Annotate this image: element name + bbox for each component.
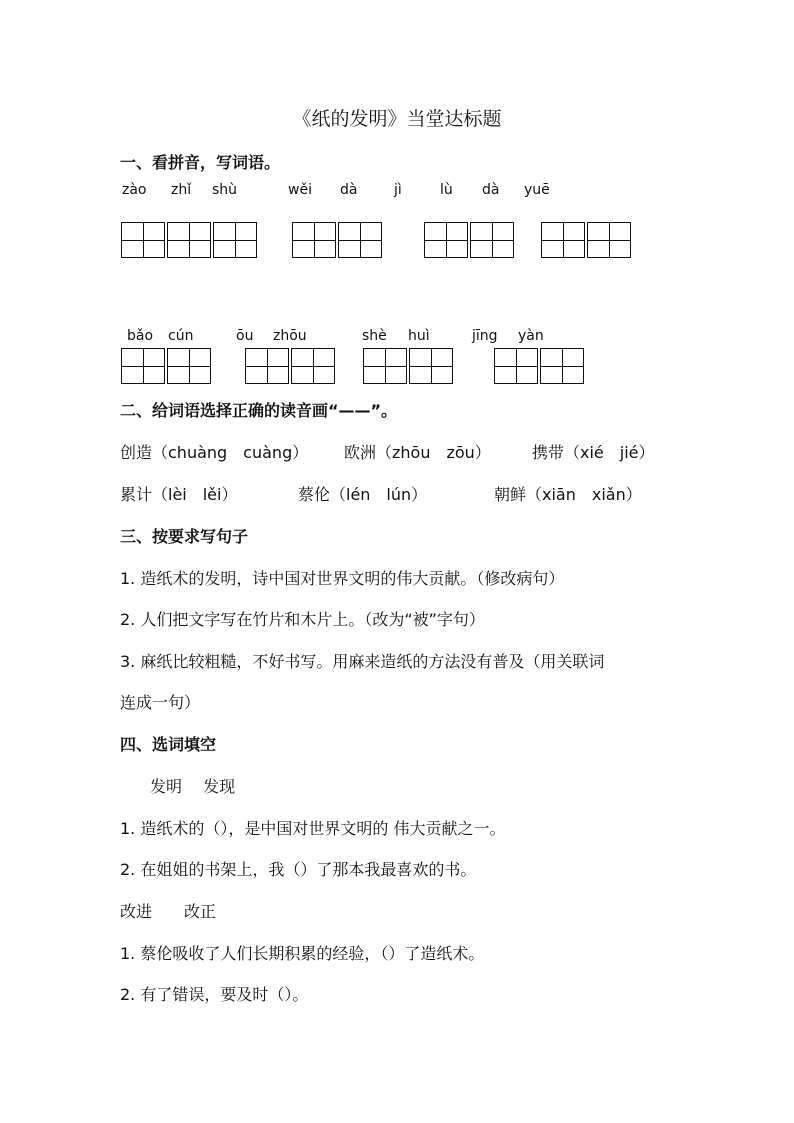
writing-grid-group [121,348,213,384]
writing-grid-group [363,348,455,384]
pinyin-label: wěi [288,182,312,198]
writing-cell[interactable] [167,222,211,258]
pronunciation-choice[interactable]: 欧洲（zhōu zōu） [344,443,491,462]
writing-cell[interactable] [494,348,538,384]
pinyin-label: yàn [518,328,544,344]
page-title: 《纸的发明》当堂达标题 [292,108,502,130]
fill-in-sentence: 1. 蔡伦吸收了人们长期积累的经验，（）了造纸术。 [120,944,485,963]
writing-cell[interactable] [587,222,631,258]
pronunciation-choice[interactable]: 创造（chuàng cuàng） [120,443,309,462]
writing-cell[interactable] [424,222,468,258]
question-line: 1. 造纸术的发明，诗中国对世界文明的伟大贡献。（修改病句） [120,569,565,588]
writing-grid-group [424,222,516,258]
writing-grid-group [541,222,633,258]
pinyin-label: jì [394,182,402,198]
writing-cell[interactable] [540,348,584,384]
pinyin-label: dà [340,182,358,198]
pronunciation-choice[interactable]: 累计（lèi lěi） [120,485,238,504]
writing-cell[interactable] [338,222,382,258]
word-choices: 发明 发现 [150,777,236,796]
pinyin-label: zhǐ [171,182,192,198]
pinyin-label: shè [362,328,387,344]
writing-cell[interactable] [541,222,585,258]
fill-in-sentence: 2. 在姐姐的书架上，我（）了那本我最喜欢的书。 [120,860,477,879]
question-line: 连成一句） [120,693,201,712]
pinyin-label: zào [122,182,147,198]
writing-grid-group [245,348,337,384]
writing-grid-group [494,348,586,384]
section3-heading: 三、按要求写句子 [120,527,249,546]
pronunciation-choice[interactable]: 蔡伦（lén lún） [298,485,428,504]
pinyin-label: dà [482,182,500,198]
fill-in-sentence: 1. 造纸术的（），是中国对世界文明的 伟大贡献之一。 [120,819,506,838]
writing-cell[interactable] [292,222,336,258]
pinyin-label: ōu [236,328,254,344]
writing-cell[interactable] [121,348,165,384]
pinyin-label: huì [408,328,430,344]
writing-cell[interactable] [121,222,165,258]
pinyin-label: zhōu [273,328,307,344]
writing-cell[interactable] [213,222,257,258]
pinyin-label: yuē [524,182,550,198]
section2-heading: 二、给词语选择正确的读音画“——”。 [120,401,398,420]
pinyin-label: shù [212,182,238,198]
writing-cell[interactable] [409,348,453,384]
writing-cell[interactable] [363,348,407,384]
writing-cell[interactable] [167,348,211,384]
writing-cell[interactable] [470,222,514,258]
fill-in-sentence: 2. 有了错误，要及时（）。 [120,985,309,1004]
word-choices: 改进 改正 [120,902,217,921]
section1-heading: 一、看拼音，写词语。 [120,153,281,172]
question-line: 3. 麻纸比较粗糙，不好书写。用麻来造纸的方法没有普及（用关联词 [120,652,605,671]
pronunciation-choice[interactable]: 携带（xié jié） [532,443,655,462]
pinyin-label: bǎo [127,328,154,344]
writing-cell[interactable] [245,348,289,384]
pinyin-label: cún [168,328,194,344]
writing-grid-group [292,222,384,258]
question-line: 2. 人们把文字写在竹片和木片上。（改为“被”字句） [120,610,485,629]
section4-heading: 四、选词填空 [120,735,217,754]
writing-cell[interactable] [291,348,335,384]
writing-grid-group [121,222,259,258]
pinyin-label: lù [440,182,453,198]
pronunciation-choice[interactable]: 朝鲜（xiān xiǎn） [494,485,642,504]
pinyin-label: jīng [472,328,498,344]
